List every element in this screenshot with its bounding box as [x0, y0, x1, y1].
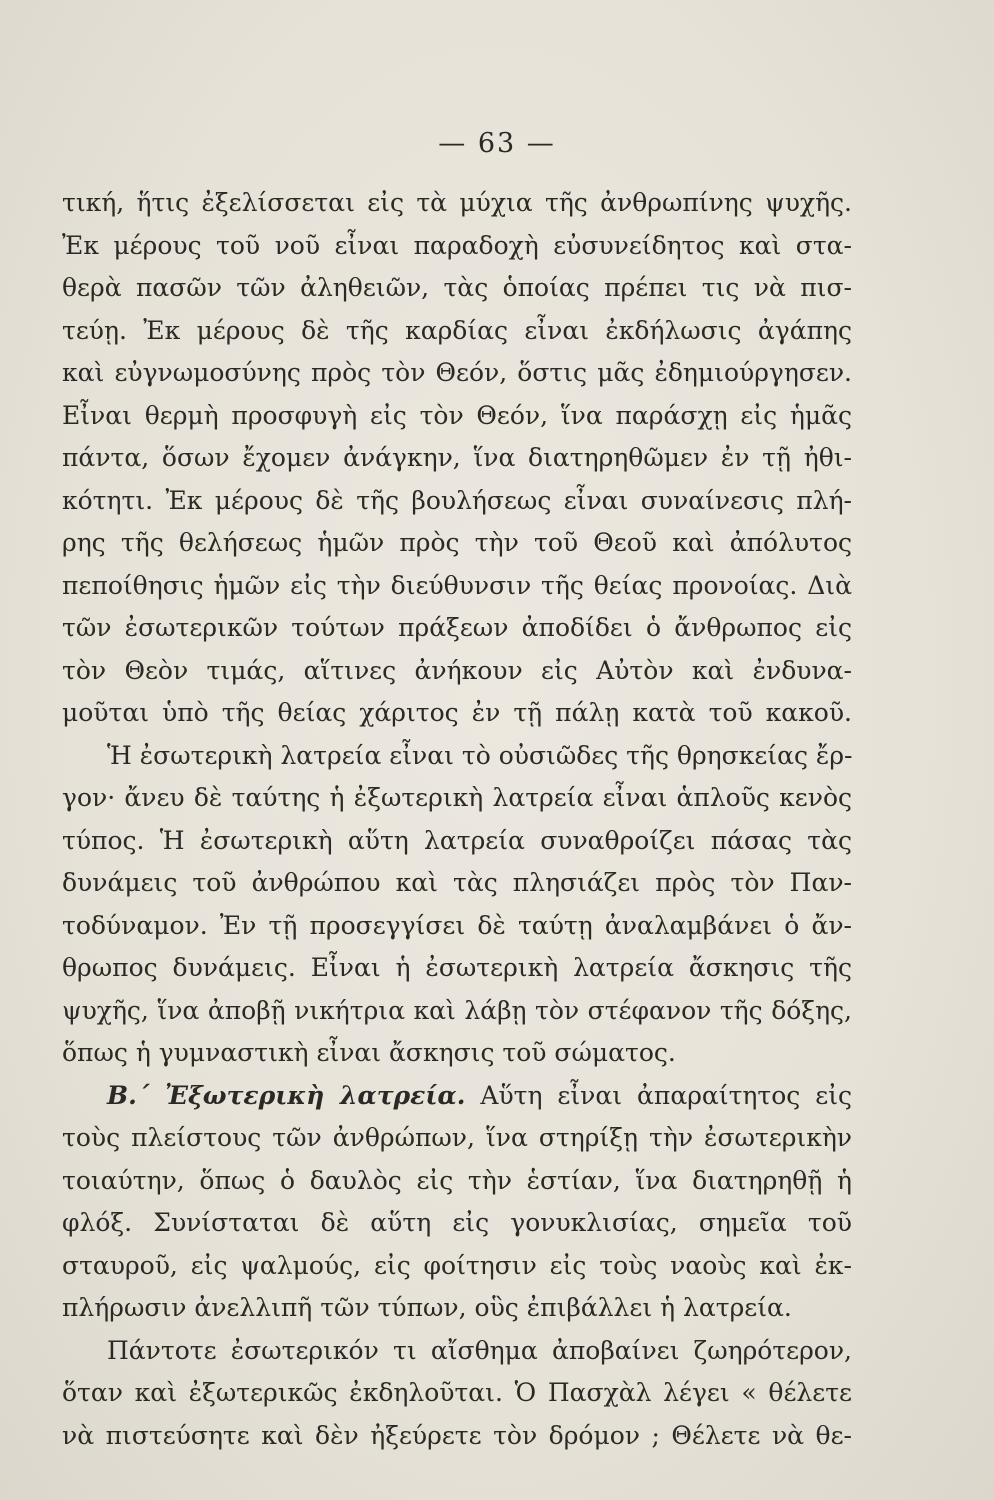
line-text: ψυχῆς, ἵνα ἀποβῇ νικήτρια καὶ λάβῃ τὸν στέφανον τῆς δόξης, [62, 995, 852, 1025]
line-text: δυνάμεις τοῦ ἀνθρώπου καὶ τὰς πλησιάζει πρὸς τὸν Παν- [62, 868, 852, 897]
text-line [62, 1372, 852, 1415]
line-text: τῶν ἐσωτερικῶν τούτων πράξεων ἀποδίδει ὁ ἄνθρωπος εἰς [62, 613, 852, 642]
line-text: καὶ εὐγνωμοσύνης πρὸς τὸν Θεόν, ὅστις μᾶς ἐδημιούργησεν. [62, 358, 852, 387]
line-text: Αὕτη εἶναι ἀπαραίτητος εἰς [465, 1080, 852, 1110]
text-line [62, 1160, 852, 1203]
line-text: Πάντοτε ἐσωτερικόν τι αἴσθημα ἀποβαίνει ζωηρότερον, [107, 1335, 852, 1365]
line-text: τύπος. Ἡ ἐσωτερικὴ αὕτη λατρεία συναθροίζει πάσας τὰς [62, 825, 852, 855]
line-text: τὸν Θεὸν τιμάς, αἵτινες ἀνήκουν εἰς Αὐτὸν καὶ ἐνδυνα- [62, 655, 852, 685]
line-text: τική, ἥτις ἐξελίσσεται εἰς τὰ μύχια τῆς ἀνθρωπίνης ψυχῆς. [62, 188, 852, 217]
line-text: τοὺς πλείστους τῶν ἀνθρώπων, ἵνα στηρίξῃ τὴν ἐσωτερικὴν [62, 1123, 852, 1152]
line-text: σταυροῦ, εἰς ψαλμούς, εἰς φοίτησιν εἰς τοὺς ναοὺς καὶ ἐκ- [62, 1250, 852, 1280]
body-text [62, 182, 852, 1457]
text-line [62, 820, 852, 863]
text-line [62, 777, 852, 820]
line-text: φλόξ. Συνίσταται δὲ αὕτη εἰς γονυκλισίας, σημεῖα τοῦ [62, 1208, 852, 1237]
text-line [62, 395, 852, 438]
text-line [62, 607, 852, 650]
line-text: πεποίθησις ἡμῶν εἰς τὴν διεύθυνσιν τῆς θείας προνοίας. Διὰ [62, 570, 852, 600]
line-text: ὅπως ἡ γυμναστικὴ εἶναι ἄσκησις τοῦ σώματος. [62, 1038, 676, 1067]
text-line [62, 1415, 852, 1458]
text-line [62, 352, 852, 395]
text-line [62, 650, 852, 693]
text-line [62, 1075, 852, 1118]
line-text: τοιαύτην, ὅπως ὁ δαυλὸς εἰς τὴν ἑστίαν, ἵνα διατηρηθῇ ἡ [62, 1165, 852, 1195]
line-text: θερὰ πασῶν τῶν ἀληθειῶν, τὰς ὁποίας πρέπει τις νὰ πισ- [62, 273, 852, 302]
line-text: Εἶναι θερμὴ προσφυγὴ εἰς τὸν Θεόν, ἵνα παράσχῃ εἰς ἡμᾶς [62, 400, 852, 430]
text-line [62, 522, 852, 565]
line-text: ὅταν καὶ ἐξωτερικῶς ἐκδηλοῦται. Ὁ Πασχὰλ λέγει « θέλετε [62, 1378, 852, 1407]
line-text: μοῦται ὑπὸ τῆς θείας χάριτος ἐν τῇ πάλῃ κατὰ τοῦ κακοῦ. [62, 698, 852, 727]
text-line [62, 565, 852, 608]
line-text: νὰ πιστεύσητε καὶ δὲν ἠξεύρετε τὸν δρόμον ; Θέλετε νὰ θε- [62, 1420, 852, 1450]
text-line [62, 480, 852, 523]
line-text: θρωπος δυνάμεις. Εἶναι ἡ ἐσωτερικὴ λατρεία ἄσκησις τῆς [62, 953, 852, 982]
line-text: Ἐκ μέρους τοῦ νοῦ εἶναι παραδοχὴ εὐσυνείδητος καὶ στα- [62, 230, 852, 260]
section-heading: Β.΄ Ἐξωτερικὴ λατρεία. [107, 1080, 466, 1110]
text-line [62, 1245, 852, 1288]
line-text: πάντα, ὅσων ἔχομεν ἀνάγκην, ἵνα διατηρηθῶμεν ἐν τῇ ἠθι- [62, 443, 852, 472]
text-line [62, 225, 852, 268]
text-line [62, 947, 852, 990]
text-line [62, 990, 852, 1033]
line-text: κότητι. Ἐκ μέρους δὲ τῆς βουλήσεως εἶναι συναίνεσις πλή- [62, 485, 852, 515]
line-text: πλήρωσιν ἀνελλιπῆ τῶν τύπων, οὓς ἐπιβάλλει ἡ λατρεία. [62, 1293, 792, 1322]
text-line [62, 437, 852, 480]
text-line [62, 1117, 852, 1160]
text-line [62, 1287, 852, 1330]
text-line [62, 1330, 852, 1373]
line-text: Ἡ ἐσωτερικὴ λατρεία εἶναι τὸ οὐσιῶδες τῆς θρησκείας ἔρ- [107, 740, 852, 770]
line-text: γον· ἄνευ δὲ ταύτης ἡ ἐξωτερικὴ λατρεία εἶναι ἁπλοῦς κενὸς [62, 783, 852, 812]
line-text: τεύῃ. Ἐκ μέρους δὲ τῆς καρδίας εἶναι ἐκδήλωσις ἀγάπης [62, 315, 852, 345]
text-line [62, 905, 852, 948]
text-line [62, 1032, 852, 1075]
text-line [62, 267, 852, 310]
text-line [62, 1202, 852, 1245]
page-number: — 63 — [438, 128, 556, 159]
text-line [62, 862, 852, 905]
text-line [62, 692, 852, 735]
text-line [62, 182, 852, 225]
text-line [62, 735, 852, 778]
line-text: τοδύναμον. Ἐν τῇ προσεγγίσει δὲ ταύτῃ ἀναλαμβάνει ὁ ἄν- [62, 910, 852, 940]
line-text: ρης τῆς θελήσεως ἡμῶν πρὸς τὴν τοῦ Θεοῦ καὶ ἀπόλυτος [62, 528, 852, 557]
text-line [62, 310, 852, 353]
